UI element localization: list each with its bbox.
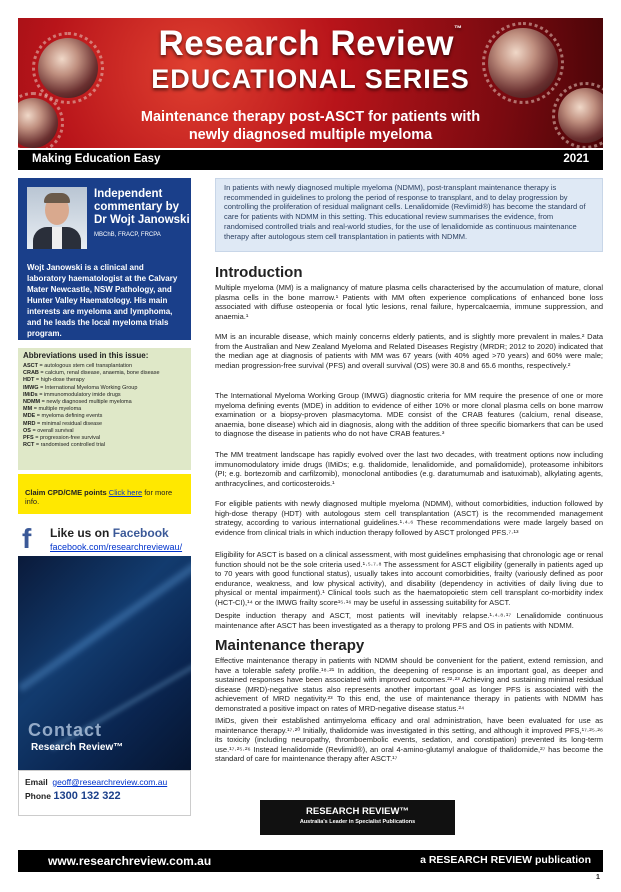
research-review-logo — [260, 800, 455, 835]
abbreviations-title: Abbreviations used in this issue: — [23, 351, 149, 360]
footer-website-link[interactable]: www.researchreview.com.au — [48, 854, 212, 868]
abbreviation-item: MDE = myeloma defining events — [23, 413, 103, 420]
author-photo — [27, 187, 87, 249]
header-title: Research Review™ — [158, 24, 463, 63]
header-banner — [18, 18, 603, 148]
abbreviation-item: MM = multiple myeloma — [23, 406, 82, 413]
phone-number: 1300 132 322 — [53, 790, 121, 802]
contact-heading: Contact — [28, 720, 102, 740]
footer-publication: a RESEARCH REVIEW publication — [420, 854, 591, 866]
cpd-label: Claim CPD/CME points — [25, 488, 107, 497]
subtitle-line-1: Maintenance therapy post-ASCT for patients with — [140, 109, 481, 125]
author-bio: Wojt Janowski is a clinical and laboratory haematologist at the Calvary Mater Newcastle, NSW Pathology, and Hunter Valley Haematology. His main interests are myeloma and lymphoma, and he leads the local myeloma trials program. — [27, 263, 178, 338]
email-label: Email — [25, 777, 48, 787]
subtitle-line-2: newly diagnosed multiple myeloma — [188, 127, 433, 143]
page-number: 1 — [596, 874, 600, 881]
abbreviations-box — [18, 348, 191, 470]
contact-details — [18, 770, 191, 816]
header-subtitle — [18, 108, 603, 144]
abbreviation-item: ASCT = autologous stem cell transplantation — [23, 363, 132, 369]
paragraph: For eligible patients with newly diagnosed multiple myeloma (NDMM), without comorbidities, induction followed by high-dose therapy (HDT) with autologous stem cell transplantation (ASCT) is the recommended management strategy, according to various international guidelines.¹·⁴·⁶ These recommendations were made largely based on evidence from clinical trials in which induction therapy followed by ASCT prolonged PFS.⁷·¹³ — [215, 499, 603, 537]
paragraph: Eligibility for ASCT is based on a clinical assessment, with most guidelines emphasising that chronologic age or renal function should not be the sole criteria used.¹·⁵·⁷·⁸ The assessment for ASCT eligibility (generally in patients aged up to 70 years with good functional status), usually takes into account comorbidities, frailty (variously defined as poor endurance, weakness, and low physical activity), and disability (dependency in activities of daily living due to physical or mental impairment).¹ Clinical tools such as the haematopoietic stem cell transplant co-morbidity index (HCT-CI),¹⁴ or the IMWG frailty score¹⁵·¹⁶ may be useful in assessing suitability for ASCT. — [215, 550, 603, 607]
logo-title: RESEARCH REVIEW™ — [306, 806, 409, 817]
author-heading: Independent commentary by Dr Wojt Janowski MBChB, FRACP, FRCPA — [94, 188, 190, 242]
abbreviation-item: RCT = randomised controlled trial — [23, 442, 106, 449]
tagline-bar — [18, 150, 603, 170]
paragraph: The International Myeloma Working Group (IMWG) diagnostic criteria for MM require the presence of one or more myeloma defining events (MDE) in addition to evidence of either 10% or more clonal plasma cells on bone marrow examination or a biopsy-proven plasmacytoma. MDE consist of the CRAB features (calcium, renal disease, anaemia, bone disease) which aid in diagnosis, along with the addition of three specific biomarkers that can be used to diagnose the disease in patients who do not have CRAB features.³ — [215, 391, 603, 438]
contact-sub: Research Review™ — [31, 742, 124, 753]
abbreviation-item: MRD = minimal residual disease — [23, 420, 103, 427]
paragraph: IMiDs, given their established antimyeloma efficacy and oral administration, have been evaluated for use as maintenance therapy.¹⁷·²⁰ Initially, thalidomide was investigated in this setting, and although it improved PFS,¹⁷·²⁵·²⁶ its toxicity (including neuropathy, thromboembolic events, sedation, and constipation) prevented its long-term use.¹⁷·²⁵·²⁶ Instead lenalidomide (Revlimid®), an oral 4-amino-glutamyl analogue of thalidomide,²⁷ has become the standard of care for maintenance therapy after ASCT.¹⁷ — [215, 716, 603, 763]
author-quals: MBChB, FRACP, FRCPA — [94, 232, 161, 238]
paragraph: Multiple myeloma (MM) is a malignancy of mature plasma cells characterised by the accumulation of mature, clonal plasma cells in the bone marrow.¹ Patients with MM often experience complications of enhanced bone loss associated with diffuse osteopenia or focal lytic lesions, renal failure, hypercalcaemia, immune suppression, and anaemia.¹ — [215, 283, 603, 321]
phone-label: Phone — [25, 791, 51, 801]
paragraph: Effective maintenance therapy in patients with NDMM should be convenient for the patient, extend remission, and have a tolerable safety profile.¹⁸·²¹ In addition, the deepening of response is an important goal, as deeper and sustained responses have been associated with improved outcomes.²²·²³ Achieving and sustaining minimal residual disease (MRD)-negative status also represents another important goal as longer PFS is associated with the achievement of MRD negativity.²³ To this end, the use of maintenance therapy in patients with NDMM has demonstrated a positive impact on rates of MRD-negative disease status.²⁴ — [215, 656, 603, 713]
email-link[interactable]: geoff@researchreview.com.au — [52, 777, 168, 787]
maintenance-heading: Maintenance therapy — [215, 637, 365, 654]
abbreviation-item: IMiDs = immunomodulatory imide drugs — [23, 391, 121, 398]
facebook-heading: Like us on Facebook — [50, 526, 169, 540]
summary-box: In patients with newly diagnosed multiple myeloma (NDMM), post-transplant maintenance therapy is recommended in guidelines to prolong the period of response to transplant, and to delay progression by controlling the proliferation of residual malignant cells. Lenalidomide (Revlimid®) has become the standard of care for patients with NDMM in this setting. This educational review summarises the evidence, from randomised controlled trials and real-world studies, for the use of lenalidomide as continuous maintenance therapy after autologous stem cell transplantation in patients with NDMM. — [215, 178, 603, 252]
header-series: EDUCATIONAL SERIES — [151, 64, 470, 94]
abbreviation-item: HDT = high-dose therapy — [23, 377, 85, 384]
facebook-link[interactable]: facebook.com/researchreviewau/ — [50, 542, 183, 552]
abbreviation-item: IMWG = International Myeloma Working Group — [23, 384, 138, 391]
introduction-heading: Introduction — [215, 264, 303, 281]
facebook-box — [18, 522, 191, 556]
author-box — [18, 178, 191, 340]
footer-bar — [18, 850, 603, 872]
abbreviation-item: NDMM = newly diagnosed multiple myeloma — [23, 399, 132, 406]
cpd-link[interactable]: Click here — [108, 488, 143, 497]
logo-tagline: Australia's Leader in Specialist Publications — [299, 819, 416, 825]
cpd-text: for more info. — [25, 488, 173, 506]
year: 2021 — [563, 153, 589, 165]
facebook-icon[interactable]: f — [22, 523, 32, 554]
contact-banner[interactable] — [18, 556, 191, 770]
abbreviations-list — [23, 363, 186, 449]
abbreviation-item: OS = overall survival — [23, 427, 74, 434]
cpd-box — [18, 474, 191, 514]
tagline: Making Education Easy — [32, 153, 161, 165]
paragraph: MM is an incurable disease, which mainly concerns elderly patients, and is slightly more prevalent in males.² Data from the Australian and New Zealand Myeloma and Related Diseases Registry (MRDR; 2012 to 2020) indicated that the median age at diagnosis of patients with MM was 67 years (with 40% aged >70 years) and 60% were male; median progression-free survival (PFS) and overall survival (OS) were 30.8 and 65.6 months, respectively.² — [215, 332, 603, 370]
paragraph: The MM treatment landscape has rapidly evolved over the last two decades, with treatment options now including immunomodulatory imide drugs (IMiDs; e.g. thalidomide, lenalidomide, and pomalidomide), proteasome inhibitors (PI; e.g. bortezomib and carfilzomib), monoclonal antibodies (e.g. daratumumab and isatuximab), alkylating agents, anthracyclines, and corticosteroids.¹ — [215, 450, 603, 488]
paragraph: Despite induction therapy and ASCT, most patients will inevitably relapse.¹·⁴·⁸·¹⁷ Lenalidomide continuous maintenance after ASCT has been investigated as a therapy to prolong PFS and OS in patients with NDMM. — [215, 611, 603, 630]
abbreviation-item: PFS = progression-free survival — [23, 435, 101, 442]
abbreviation-item: CRAB = calcium, renal disease, anaemia, bone disease — [23, 370, 160, 377]
